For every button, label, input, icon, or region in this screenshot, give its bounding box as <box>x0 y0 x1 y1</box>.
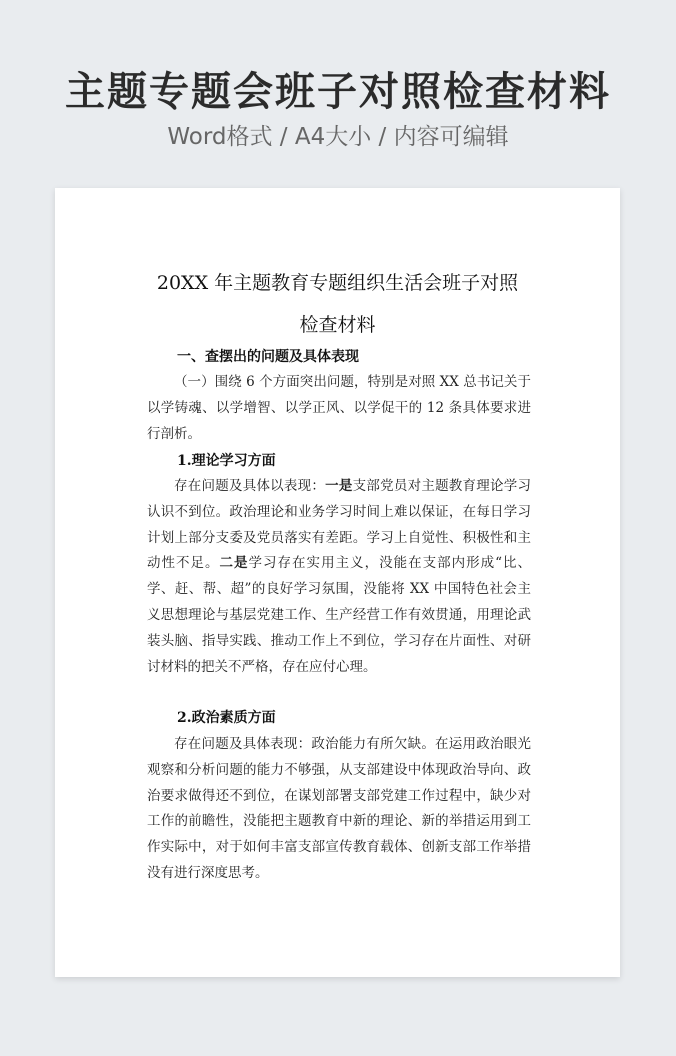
hero-title: 主题专题会班子对照检查材料 <box>65 69 611 115</box>
document-title-line1: 20XX 年主题教育专题组织生活会班子对照 <box>156 272 519 294</box>
subsection-1-paragraph <box>147 474 531 680</box>
sub1-text-part2: 支部党员对主题教育理论学习认识不到位。政治理论和业务学习时间上难以保证，在每日学习计划上部分支委及党员落实有差距。学习上自觉性、积极性和主动性不足。 <box>147 478 532 572</box>
subsection-heading-1: 1.理论学习方面 <box>177 453 276 469</box>
section-heading: 一、查摆出的问题及具体表现 <box>177 349 359 365</box>
document-title-line2: 检查材料 <box>299 314 376 336</box>
sub1-emphasis-2: 二是 <box>219 555 249 572</box>
sub2-text: 存在问题及具体表现：政治能力有所欠缺。在运用政治眼光观察和分析问题的能力不够强，从支部建设中体现政治导向、政治要求做得还不到位，在谋划部署支部党建工作过程中，缺少对工作的前瞻性，没能把主题教育中新的理论、新的举措运用到工作实际中，对于如何丰富支部宣传教育载体、创新支部工作举措没有进行深度思考。 <box>147 736 531 881</box>
sub1-text-part1: 存在问题及具体以表现： <box>174 478 326 494</box>
subsection-2-paragraph <box>147 732 531 887</box>
subsection-heading-2: 2.政治素质方面 <box>177 710 276 726</box>
intro-paragraph <box>147 370 531 447</box>
intro-text: （一）围绕 6 个方面突出问题，特别是对照 XX 总书记关于以学铸魂、以学增智、以学正风、以学促干的 12 条具体要求进行剖析。 <box>147 374 531 442</box>
document-page <box>55 188 620 977</box>
hero-subtitle: Word格式 / A4大小 / 内容可编辑 <box>167 124 509 150</box>
sub1-text-part3: 学习存在实用主义，没能在支部内形成“比、学、赶、帮、超”的良好学习氛围，没能将 XX 中国特色社会主义思想理论与基层党建工作、生产经营工作有效贯通，用理论武装头脑、指导实践、推动工作上不到位，学习存在片面性、对研讨材料的把关不严格，存在应付心理。 <box>147 555 532 675</box>
sub1-emphasis-1: 一是 <box>325 478 353 494</box>
